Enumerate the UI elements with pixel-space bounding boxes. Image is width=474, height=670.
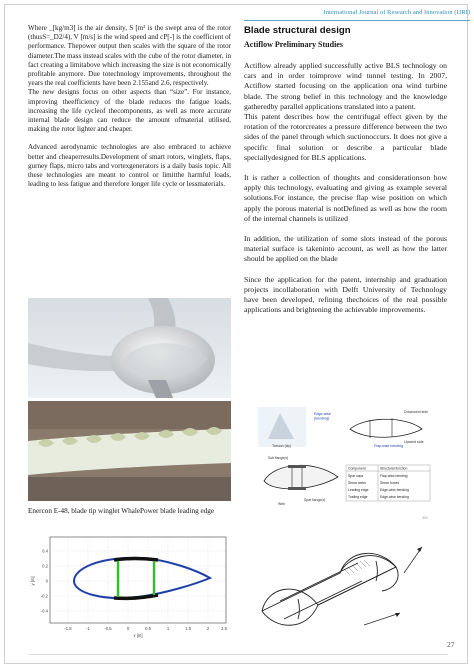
right-paragraph-5: Since the application for the patent, internship and graduation projects incollaboration with Delft University of Technology have been developed, refining thechoices of the real possible applications and brightening the achievable improvements. — [244, 274, 447, 315]
right-paragraph-4: In addition, the utilization of some slots instead of the porous material surface is takeninto account, as well as how the latter should be applied on the blade — [244, 234, 447, 264]
x-tick: 1 — [166, 626, 170, 631]
journal-header: International Journal of Research and Innovation (IJRI) — [323, 9, 470, 16]
y-tick: 0.2 — [42, 563, 48, 569]
left-paragraph-1: Where _[kg/m3] is the air density, S [m² is the swept area of the rotor (thusS=_D2/4), V [m/s] is the wind speed and cP[-] is the coefficient of performance. Thepower output then scales with the square of the rotor diameter.The mass instead scales with the cube of the rotor diameter, in fact creating a limitabove which increasing the size is not economically profitable anymore. Due totechnology improvements, throughout the years the real coefficients have been 2.155and 2.6, respectively. — [28, 24, 231, 88]
right-column — [244, 25, 447, 315]
x-tick: 0 — [126, 626, 130, 631]
diagram-tag: 3M — [422, 515, 428, 520]
x-tick: 2 — [206, 626, 210, 631]
left-paragraph-2: The new designs focus on other aspects than “size”. For instance, improving theefficiency of the blade reduces the fatigue loads, increasing the life cycleof thecomponents, as well as more accurate internal blade design can reduce the amount ofmaterial utilised, making the rotor lighter and cheaper. — [28, 88, 231, 134]
blade-section-sketch — [254, 533, 436, 645]
right-paragraph-3: It is rather a collection of thoughts and considerationson how apply this technology, evaluating and giving as example several solutions.For instance, the precise flap wise position on which apply the porous material is notDefined as well as how the room of the internal channels is utilized — [244, 173, 447, 223]
x-tick: -1.5 — [64, 626, 72, 631]
y-axis-label: y [m] — [30, 576, 35, 586]
x-axis-label: x [m] — [133, 633, 143, 638]
diagram-label: Edge-wise — [314, 412, 331, 416]
left-paragraph-3: Advanced aerodynamic technologies are also embraced to achieve better and cheaperresults.Development of smart rotors, winglets, flaps, gurney flaps, micro tabs and vortexgenerators is a daily basis topic. All these technologies are meant to control or limitthe harmful loads, leading to less fatigue and therefore longer life cycle or lessmaterials. — [28, 143, 231, 189]
table-header: Structural function — [380, 466, 408, 471]
section-title: Blade structural design — [244, 25, 351, 36]
spar-cap-upper — [114, 559, 158, 561]
page-number: 27 — [447, 640, 455, 649]
x-tick: -0.5 — [104, 626, 112, 631]
table-cell: Shear webs — [348, 481, 366, 485]
table-header: Component — [348, 466, 366, 471]
diagram-label: Spar flange(s) — [304, 498, 326, 502]
table-cell: Edge-wise bending — [380, 495, 409, 499]
diagram-label: Torsion (tip) — [272, 444, 291, 448]
right-paragraph-2: This patent describes how the centrifugal effect given by the rotation of the rotorcreates a pressure difference between the two sides of the panel through which suctionoccurs. It does not give a specific final solution or describe a particular blade speciallydesigned for BLS applications. — [244, 112, 447, 162]
diagram-label: Upwind side — [404, 440, 424, 444]
x-tick: 2.5 — [221, 626, 227, 631]
bottom-rule — [28, 654, 448, 655]
table-cell: Shear forces — [380, 481, 400, 485]
diagram-label: (bending) — [314, 416, 330, 421]
y-tick: 0 — [45, 578, 48, 584]
table-cell: Edge-wise bending — [380, 488, 409, 492]
diagram-label: Sub flange(s) — [268, 456, 289, 460]
header-rule — [244, 20, 470, 21]
right-paragraph-1: Actiflow already applied successfully active BLS technology on cars and in order toimprove wind tunnel testing. In 2007, Actiflow started focusing on the application ona wind turbine blade. The strong belief in this technology and the knowledge gatheredby parallel applications translated into a patent. — [244, 61, 447, 111]
x-tick: 0.5 — [145, 626, 151, 631]
enercon-hub-photo — [28, 298, 231, 398]
left-column — [28, 24, 231, 189]
x-tick: 1.5 — [185, 626, 191, 631]
blade-structure-diagram — [254, 403, 436, 523]
airfoil-structure-plot — [28, 531, 231, 639]
figure-caption: Enercon E-48, blade tip winglet WhalePower blade leading edge — [28, 507, 215, 515]
diagram-label: Flap-wise bending — [374, 444, 404, 448]
y-tick: -0.2 — [40, 593, 48, 599]
whalepower-blade-photo — [28, 401, 231, 501]
subsection-title: Actiflow Preliminary Studies — [244, 40, 343, 49]
table-cell: Spar caps — [348, 474, 364, 478]
diagram-label: Downwind side — [404, 410, 429, 414]
table-cell: Leading edge — [348, 488, 369, 492]
y-tick: 0.4 — [42, 548, 48, 554]
x-tick: -1 — [86, 626, 90, 631]
y-tick: -0.4 — [40, 608, 48, 614]
table-cell: Flap-wise bending — [380, 474, 408, 478]
table-cell: Trailing edge — [348, 495, 368, 499]
diagram-label: Web — [278, 502, 285, 506]
